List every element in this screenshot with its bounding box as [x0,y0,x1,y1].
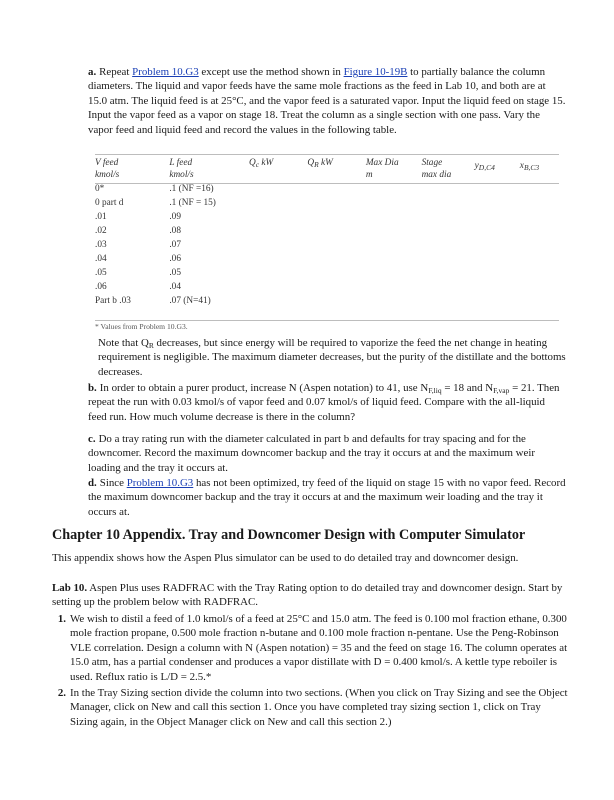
empty-cell [520,239,565,253]
empty-cell [366,295,422,309]
table-row [95,253,565,267]
empty-cell [520,253,565,267]
header-stage: Stage max dia [421,158,452,180]
table-top-rule [95,154,559,155]
l-feed-cell: .07 [169,240,181,251]
empty-cell [366,183,422,197]
table-header-rule [95,183,559,184]
v-feed-cell: 0 part d [95,198,124,209]
table-row [95,211,565,225]
header-l-feed: L feed kmol/s [169,158,194,180]
header-x-b-c3: $x_{B,C3}$ [519,161,540,172]
table-bottom-rule [95,320,559,321]
part-b: b. In order to obtain a purer product, increase N (Aspen notation) to 41, use $N_{F,liq} = 18$ and $N_{F,vap} = 21$. Then repeat the run with 0.03 kmol/s of vapor feed and 0.07 kmol/s of liquid feed. Compare with the all-liquid feed run. How much volume decrease is there in the column? [88,382,560,423]
empty-cell [422,253,475,267]
v-feed-cell: 0* [95,184,105,195]
table-footnote: * Values from Problem 10.G3. [95,322,188,331]
empty-cell [249,253,307,267]
figure-10-19b-link[interactable]: Figure 10-19B [343,66,408,78]
empty-cell [475,267,520,281]
part-b-label: b. [88,382,97,394]
empty-cell [520,281,565,295]
header-v-feed: V feed kmol/s [95,158,120,180]
table-row [95,225,565,239]
empty-cell [475,281,520,295]
part-c-label: c. [88,433,96,445]
header-qc: $Q_c$ kW [249,158,274,169]
empty-cell [307,211,365,225]
empty-cell [249,281,307,295]
table-row [95,267,565,281]
empty-cell [249,267,307,281]
empty-cell [366,267,422,281]
l-feed-cell: .07 (N=41) [169,296,211,307]
table-row [95,239,565,253]
part-c-text: Do a tray rating run with the diameter calculated in part b and defaults for tray spacing and for the downcomer. Record the maximum downcomer backup and the tray it occurs at and the maximum weir loading and the tray it occurs at. [88,433,535,474]
empty-cell [422,239,475,253]
table-row [95,295,565,309]
part-d-label: d. [88,477,97,489]
empty-cell [475,295,520,309]
empty-cell [422,211,475,225]
empty-cell [366,239,422,253]
empty-cell [307,281,365,295]
empty-cell [422,281,475,295]
empty-cell [307,225,365,239]
problem-10-g3-link[interactable]: Problem 10.G3 [132,66,199,78]
empty-cell [520,267,565,281]
appendix-intro: This appendix shows how the Aspen Plus simulator can be used to do detailed tray and downcomer design. [52,552,519,564]
empty-cell [422,225,475,239]
table-row [95,281,565,295]
header-y-d-c4: $y_{D,C4}$ [474,161,495,172]
l-feed-cell: .1 (NF = 15) [169,198,216,209]
empty-cell [366,211,422,225]
part-a-text-1: Repeat [99,66,133,78]
problem-10-g3-link-2[interactable]: Problem 10.G3 [126,477,194,489]
v-feed-cell: .01 [95,212,107,223]
step-1 [52,612,568,684]
empty-cell [520,225,565,239]
empty-cell [475,253,520,267]
table-header-row [95,158,565,183]
header-qr: $Q_R$ kW [307,158,333,169]
step-2-number: 2. [57,687,66,699]
empty-cell [422,183,475,197]
table-row [95,183,565,197]
empty-cell [475,183,520,197]
l-feed-cell: .1 (NF =16) [169,184,214,195]
l-feed-cell: .05 [169,268,181,279]
v-feed-cell: Part b .03 [95,296,131,307]
empty-cell [475,197,520,211]
empty-cell [366,225,422,239]
table-body [95,183,565,309]
l-feed-cell: .04 [169,282,181,293]
results-table-wrap [95,158,559,309]
step-1-text: We wish to distil a feed of 1.0 kmol/s of a feed at 25°C and 15.0 atm. The feed is 0.100 mol fraction ethane, 0.300 mole fraction propane, 0.500 mole fraction n-butane and 0.100 mole fraction n-pentane. Use the Peng-Robinson VLE correlation. Design a column with N (Aspen notation) = 35 and the feed on stage 16. The column operates at 15.0 atm, has a partial condenser and produces a vapor distillate with D = 0.400 kmol/s. A kettle type reboiler is used. Reflux ratio is L/D = 2.5.* [70,613,568,683]
empty-cell [249,197,307,211]
step-1-number: 1. [57,613,66,625]
empty-cell [520,183,565,197]
empty-cell [307,295,365,309]
empty-cell [520,197,565,211]
empty-cell [307,183,365,197]
l-feed-cell: .09 [169,212,181,223]
step-2-text: In the Tray Sizing section divide the column into two sections. (When you click on Tray Sizing and see the Object Manager, click on New and call this section 1. Once you have completed tray sizing section 1, click on Tray Sizing again, in the Object Manager click on New and call this section 2.) [70,687,568,728]
v-feed-cell: .04 [95,254,107,265]
results-table [95,158,565,309]
empty-cell [307,267,365,281]
lab-10-label: Lab 10. [52,582,88,594]
part-d: d. Since Problem 10.G3 has not been optimized, try feed of the liquid on stage 15 with no vapor feed. Record the maximum downcomer backup and the tray it occurs at and the maximum weir loading and the tray it occurs at. [88,477,566,518]
empty-cell [366,281,422,295]
lab-10-text: Aspen Plus uses RADFRAC with the Tray Rating option to do detailed tray and downcomer design. Start by setting up the problem below with RADFRAC. [52,582,563,609]
note-paragraph: Note that $Q_R$ decreases, but since energy will be required to vaporize the feed the net change in heating requirement is negligible. The maximum diameter decreases, but the purity of the distillate and the bottoms decreases. [98,337,566,378]
empty-cell [520,295,565,309]
l-feed-cell: .06 [169,254,181,265]
empty-cell [422,295,475,309]
empty-cell [422,197,475,211]
part-a-text-2: except use the method shown in [198,66,344,78]
lab-10-paragraph [52,581,568,610]
part-a-label: a. [88,66,97,78]
appendix-heading: Chapter 10 Appendix. Tray and Downcomer Design with Computer Simulator [52,527,526,543]
empty-cell [366,197,422,211]
v-feed-cell: .05 [95,268,107,279]
empty-cell [475,211,520,225]
empty-cell [249,239,307,253]
v-feed-cell: .02 [95,226,107,237]
empty-cell [475,225,520,239]
empty-cell [307,239,365,253]
empty-cell [307,197,365,211]
part-c [88,432,566,475]
step-2 [52,686,568,729]
part-a [88,65,566,137]
header-max-dia: Max Dia m [365,158,399,180]
empty-cell [307,253,365,267]
l-feed-cell: .08 [169,226,181,237]
empty-cell [249,211,307,225]
v-feed-cell: .06 [95,282,107,293]
part-a-text-3: to partially balance the column diameters. The liquid and vapor feeds have the same mole fractions as the feed in Lab 10, and both are at 15.0 atm. The liquid feed is at 25°C, and the vapor feed is a saturated vapor. Input the liquid feed on stage 15. Input the vapor feed as a vapor on stage 18. Treat the column as a single section with one pass. Vary the vapor feed and liquid feed and record the values in the following table. [88,66,566,136]
empty-cell [249,183,307,197]
table-row [95,197,565,211]
empty-cell [422,267,475,281]
empty-cell [366,253,422,267]
empty-cell [520,211,565,225]
empty-cell [249,225,307,239]
v-feed-cell: .03 [95,240,107,251]
empty-cell [475,239,520,253]
empty-cell [249,295,307,309]
